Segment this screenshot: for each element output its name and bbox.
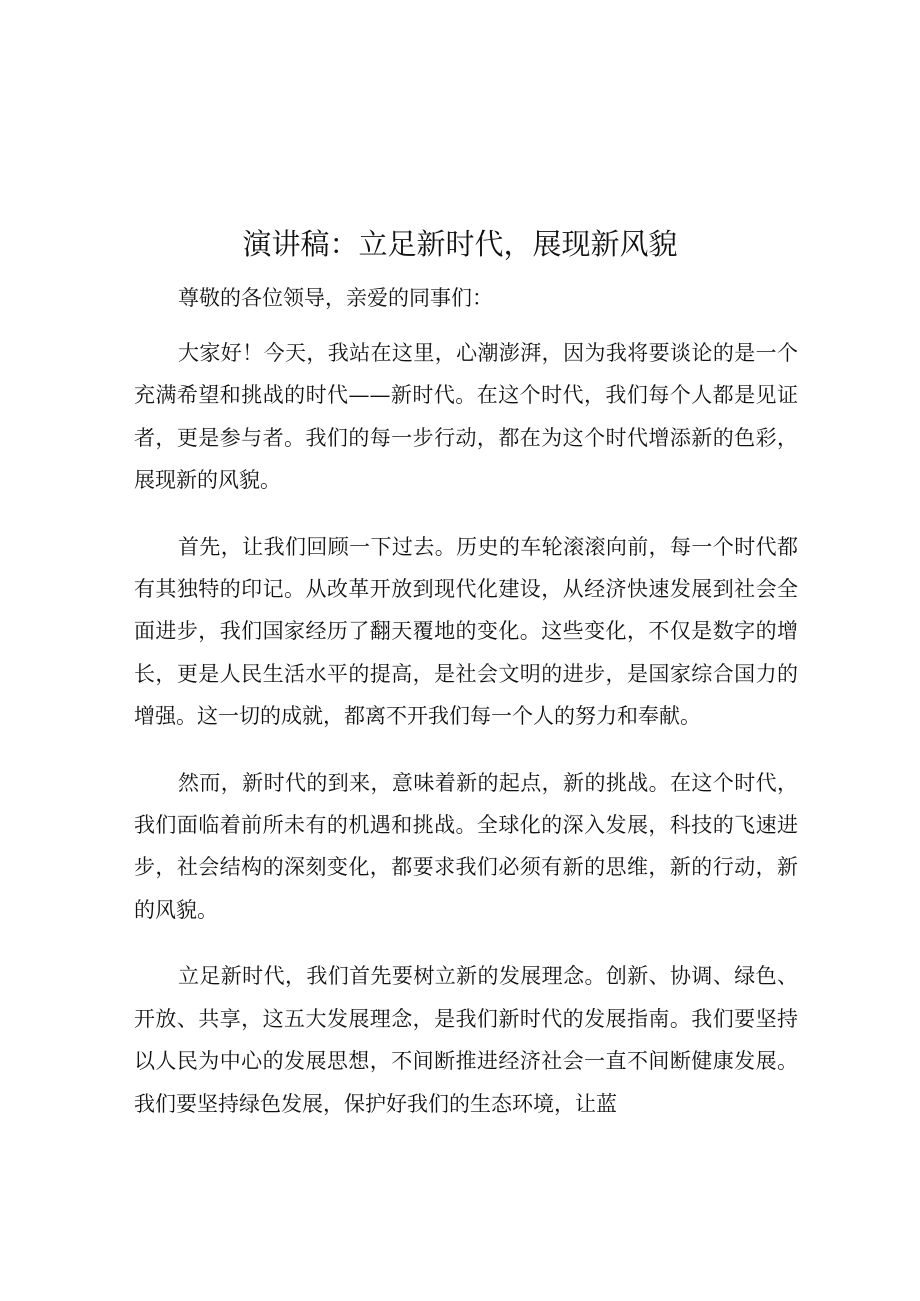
paragraph-4: 立足新时代，我们首先要树立新的发展理念。创新、协调、绿色、开放、共享，这五大发展理念，是我们新时代的发展指南。我们要坚持以人民为中心的发展思想，不间断推进经济社会一直不间断健康发展。我们要坚持绿色发展，保护好我们的生态环境，让蓝	[134, 964, 798, 1116]
salutation: 尊敬的各位领导，亲爱的同事们：	[178, 286, 493, 310]
document-title: 演讲稿：立足新时代，展现新风貌	[242, 227, 678, 261]
paragraph-3: 然而，新时代的到来，意味着新的起点，新的挑战。在这个时代，我们面临着前所未有的机遇和挑战。全球化的深入发展，科技的飞速进步，社会结构的深刻变化，都要求我们必须有新的思维，新的行动，新的风貌。	[134, 770, 798, 922]
paragraph-2: 首先，让我们回顾一下过去。历史的车轮滚滚向前，每一个时代都有其独特的印记。从改革开放到现代化建设，从经济快速发展到社会全面进步，我们国家经历了翻天覆地的变化。这些变化，不仅是数字的增长，更是人民生活水平的提高，是社会文明的进步，是国家综合国力的增强。这一切的成就，都离不开我们每一个人的努力和奉献。	[134, 534, 798, 729]
paragraph-1: 大家好！今天，我站在这里，心潮澎湃，因为我将要谈论的是一个充满希望和挑战的时代——新时代。在这个时代，我们每个人都是见证者，更是参与者。我们的每一步行动，都在为这个时代增添新的色彩，展现新的风貌。	[134, 341, 798, 493]
document-body	[134, 280, 798, 1125]
